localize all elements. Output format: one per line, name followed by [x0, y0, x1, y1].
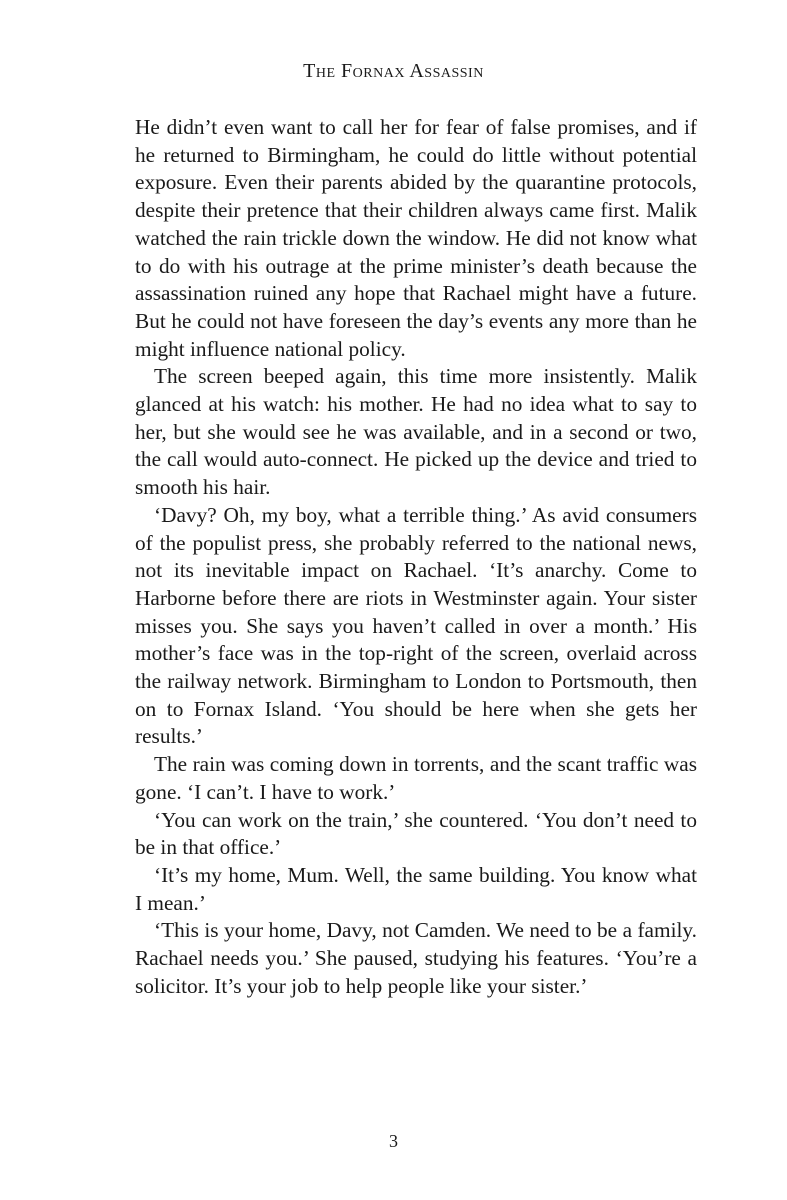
body-text	[135, 114, 697, 1001]
paragraph: The rain was coming down in torrents, and the scant traffic was gone. ‘I can’t. I have to work.’	[135, 752, 697, 804]
paragraph: ‘You can work on the train,’ she countered. ‘You don’t need to be in that office.’	[135, 807, 697, 860]
paragraph: ‘This is your home, Davy, not Camden. We need to be a family. Rachael needs you.’ She paused, studying his features. ‘You’re a solicitor. It’s your job to help people like your sister.’	[135, 918, 697, 998]
paragraph: He didn’t even want to call her for fear of false promises, and if he returned to Birmingham, he could do little without potential exposure. Even their parents abided by the quarantine protocols, despite their pretence that their children always came first. Malik watched the rain trickle down the window. He did not know what to do with his outrage at the prime minister’s death because the assassination ruined any hope that Rachael might have a future. But he could not have foreseen the day’s events any more than he might influence national policy.	[135, 115, 697, 361]
paragraph: ‘Davy? Oh, my boy, what a terrible thing.’ As avid consumers of the populist press, she probably referred to the national news, not its inevitable impact on Rachael. ‘It’s anarchy. Come to Harborne before there are riots in Westminster again. Your sister misses you. She says you haven’t called in over a month.’ His mother’s face was in the top-right of the screen, overlaid across the railway network. Birmingham to London to Portsmouth, then on to Fornax Island. ‘You should be here when she gets her results.’	[135, 502, 697, 749]
paragraph: ‘It’s my home, Mum. Well, the same building. You know what I mean.’	[135, 862, 697, 915]
running-head: The Fornax Assassin	[303, 60, 484, 82]
page-number: 3	[389, 1131, 398, 1151]
paragraph: The screen beeped again, this time more insistently. Malik glanced at his watch: his mother. He had no idea what to say to her, but she would see he was available, and in a second or two, the call would auto-connect. He picked up the device and tried to smooth his hair.	[135, 364, 697, 500]
